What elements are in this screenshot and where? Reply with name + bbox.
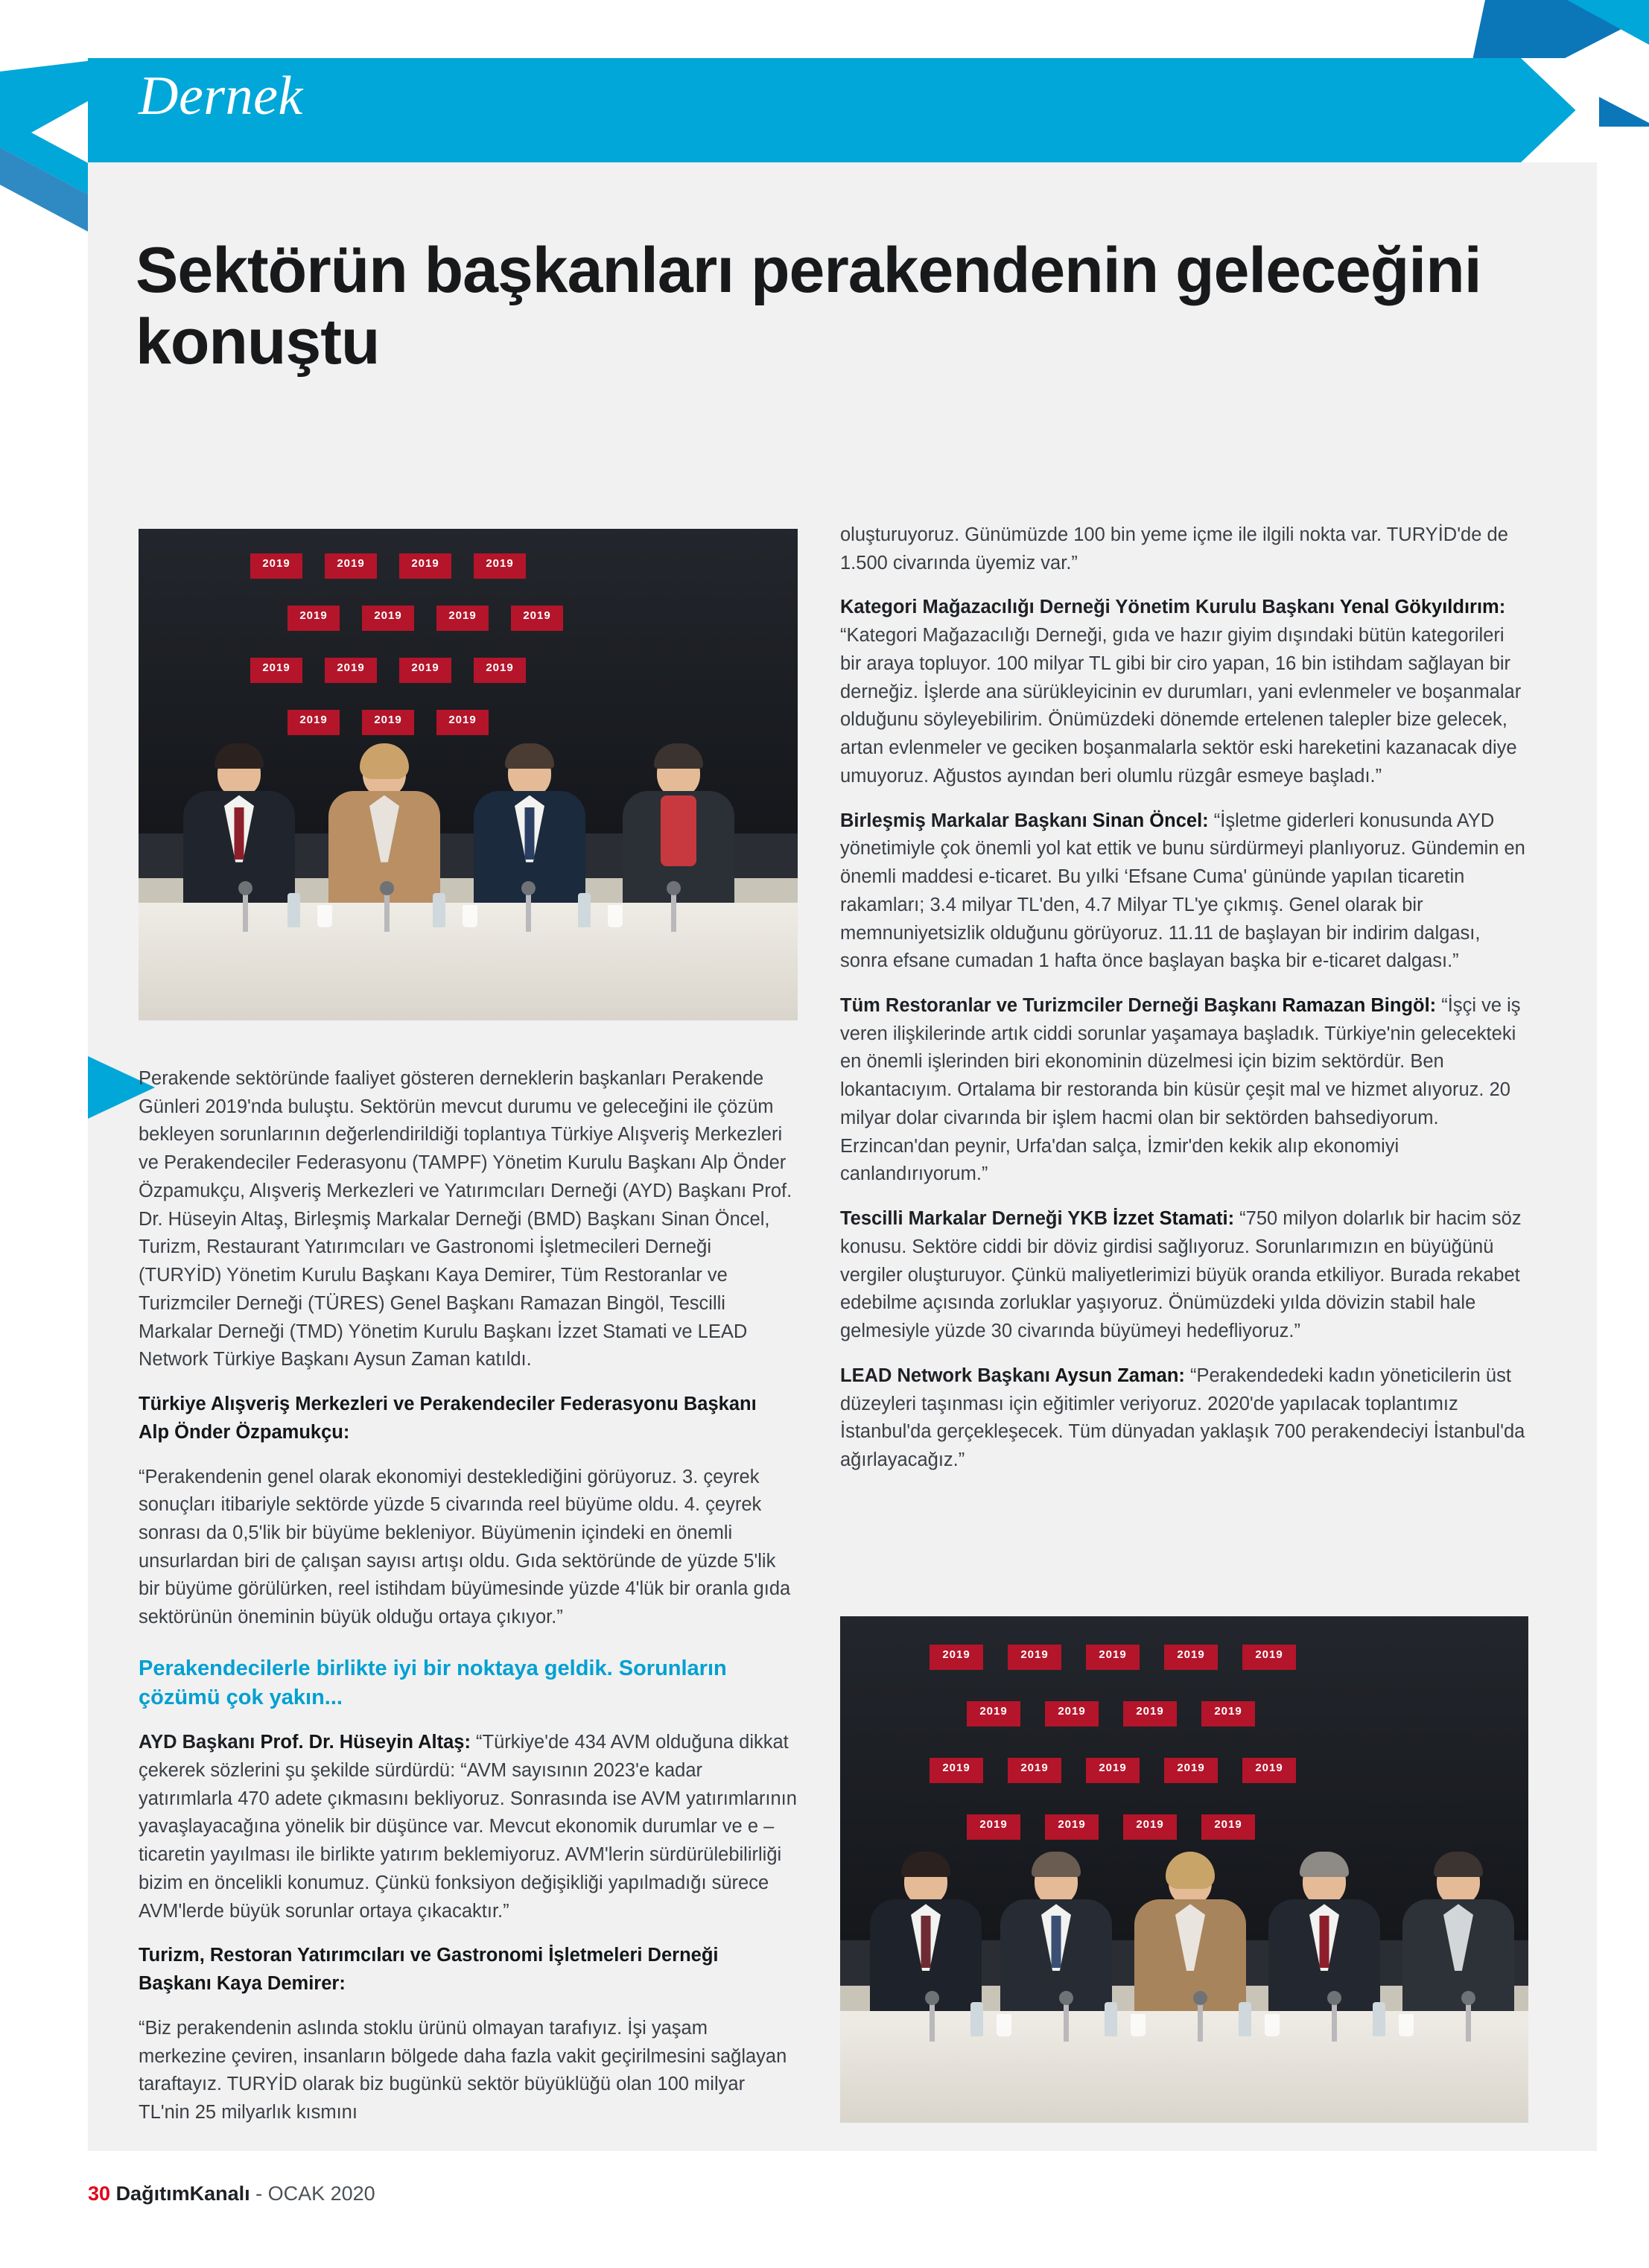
backdrop-logo: 2019 (967, 1814, 1020, 1840)
microphone-icon (930, 2001, 935, 2042)
backdrop-logo: 2019 (967, 1701, 1020, 1727)
backdrop-logo: 2019 (250, 658, 302, 683)
backdrop-logo: 2019 (474, 553, 526, 579)
article-left-column (139, 1065, 798, 2127)
photo-person (623, 749, 734, 903)
quote-stamati: Tescilli Markalar Derneği YKB İzzet Stamati: “750 milyon dolarlık bir hacim söz konusu. Sektöre ciddi bir döviz girdisi sağlıyoruz. Sorunlarımızın en büyüğünü vergiler oluşturuyor. Çünkü maliyetlerimizi büyük oranda etkiliyor. Burada rekabet edebilme açısında zorluklar yaşıyoruz. Önümüzdeki yılda dövizin stabil hale gelmesiyle yüzde 30 civarında büyümeyi hedefliyoruz.” (840, 1208, 1522, 1342)
quote-oncel: Birleşmiş Markalar Başkanı Sinan Öncel: “İşletme giderleri konusunda AYD yönetimiyle çok önemli yol kat ettik ve bunu sürdürmeyi planlıyoruz. Gündemin en önemli maddesi e-ticaret. Bu yılki ‘Efsane Cuma' gününde yapılan ticaretin rakamları; 3.4 milyar TL'den, 4.7 Milyar TL'ye çıkmış. Genel olarak bir memnuniyetsizlik olduğunu görüyoruz. 11.11 de başlayan bir indirim dalgası, sonra efsane cumadan 1 hafta önce başlayan başka bir e-ticaret dalgası.” (840, 810, 1525, 972)
microphone-icon (384, 892, 390, 932)
magazine-name: DağıtımKanalı (115, 2182, 250, 2205)
drinking-glass (608, 905, 623, 927)
backdrop-logo: 2019 (1008, 1758, 1061, 1783)
backdrop-logo: 2019 (1201, 1814, 1255, 1840)
backdrop-logo: 2019 (325, 553, 377, 579)
backdrop-logo: 2019 (1123, 1701, 1177, 1727)
backdrop-logo: 2019 (362, 606, 414, 631)
backdrop-logo: 2019 (1164, 1645, 1218, 1670)
backdrop-logo: 2019 (325, 658, 377, 683)
backdrop-logo: 2019 (287, 606, 340, 631)
continued-paragraph: oluşturuyoruz. Günümüzde 100 bin yeme içme ile ilgili nokta var. TURYİD'de de 1.500 civarında üyemiz var.” (840, 524, 1508, 574)
microphone-icon (671, 892, 676, 932)
water-bottle (287, 893, 300, 927)
quote-altas: AYD Başkanı Prof. Dr. Hüseyin Altaş: “Türkiye'de 434 AVM olduğuna dikkat çekerek sözlerini şu şekilde sürdürdü: “AVM sayısının 2023'e kadar yatırımlarla 470 adete çıkmasını bekliyoruz. Sonrasında ise AVM yatırımlarının yavaşlayacağına yönelik bir düşünce var. Mevcut ekonomik durumlar ve e – ticaretin yayılması ile birlikte yatırım beklemiyoruz. AVM'lerin sürdürülebilirliği bizim en öncelikli konumuz. Çünkü fonksiyon değişikliği yapılmadığı sürece AVM'lerde büyük sorunlar ortaya çıkacaktır.” (139, 1732, 797, 1922)
backdrop-logo: 2019 (930, 1645, 983, 1670)
photo-person (870, 1858, 982, 2011)
drinking-glass (1265, 2014, 1280, 2036)
backdrop-logo: 2019 (1123, 1814, 1177, 1840)
drinking-glass (463, 905, 477, 927)
backdrop-logo: 2019 (1201, 1701, 1255, 1727)
water-bottle (970, 2002, 983, 2036)
drinking-glass (317, 905, 332, 927)
quote-gokyildirim: Kategori Mağazacılığı Derneği Yönetim Kurulu Başkanı Yenal Gökyıldırım: “Kategori Mağazacılığı Derneği, gıda ve hazır giyim dışındaki bütün kategorileri bir araya topluyor. 100 milyar TL gibi bir ciro yapan, 16 bin istihdam sağlayan bir derneğiz. İşlerde ana sürükleyicinin ev durumları, yani evlenmeler ve boşanmalar olduğunu söyleyebilirim. Önümüzdeki dönemde ertelenen talepler bize gelecek, artan evlenmeler ve geciken boşanmalarla sektör eski hareketini kazanacak diye umuyoruz. Ağustos ayından beri olumlu rüzgâr esmeye başladı.” (840, 597, 1522, 787)
page-title: Sektörün başkanları perakendenin geleceğini konuştu (136, 235, 1481, 378)
microphone-icon (1064, 2001, 1069, 2042)
microphone-icon (1198, 2001, 1203, 2042)
panel-photo-bottom (840, 1616, 1528, 2123)
backdrop-logo: 2019 (362, 710, 414, 735)
photo-person (1402, 1858, 1514, 2011)
water-bottle (578, 893, 591, 927)
speaker-heading-ozpamukcu: Türkiye Alışveriş Merkezleri ve Perakendeciler Federasyonu Başkanı Alp Önder Özpamukçu: (139, 1394, 757, 1443)
panel-photo-top (139, 529, 798, 1020)
microphone-icon (243, 892, 248, 932)
water-bottle (1105, 2002, 1117, 2036)
drinking-glass (1131, 2014, 1146, 2036)
backdrop-logo: 2019 (1045, 1701, 1099, 1727)
backdrop-logo: 2019 (1008, 1645, 1061, 1670)
backdrop-logo: 2019 (930, 1758, 983, 1783)
backdrop-logo: 2019 (1242, 1645, 1296, 1670)
photo-person (1268, 1858, 1380, 2011)
photo-person (1000, 1858, 1112, 2011)
page-banner (0, 0, 1649, 186)
intro-paragraph: Perakende sektöründe faaliyet gösteren derneklerin başkanları Perakende Günleri 2019'nda buluştu. Sektörün mevcut durumu ve geleceğini ile çözüm bekleyen sorunlarının değerlendirildiği toplantıya Türkiye Alışveriş Merkezleri ve Perakendeciler Federasyonu (TAMPF) Yönetim Kurulu Başkanı Alp Önder Özpamukçu, Alışveriş Merkezleri ve Yatırımcıları Derneği (AYD) Başkanı Prof. Dr. Hüseyin Altaş, Birleşmiş Markalar Derneği (BMD) Başkanı Sinan Öncel, Turizm, Restaurant Yatırımcıları ve Gastronomi İşletmecileri Derneği (TURYİD) Yönetim Kurulu Başkanı Kaya Demirer, Tüm Restoranlar ve Turizmciler Derneği (TÜRES) Genel Başkanı Ramazan Bingöl, Tescilli Markalar Derneği (TMD) Yönetim Kurulu Başkanı İzzet Stamati ve LEAD Network Türkiye Başkanı Aysun Zaman katıldı. (139, 1068, 792, 1370)
photo-person (183, 749, 295, 903)
backdrop-logo: 2019 (287, 710, 340, 735)
issue-date: - OCAK 2020 (250, 2182, 375, 2205)
page-number: 30 (88, 2182, 111, 2205)
quote-bingol: Tüm Restoranlar ve Turizmciler Derneği Başkanı Ramazan Bingöl: “İşçi ve iş veren ilişkilerinde artık ciddi sorunlar yaşamaya başladık. Türkiye'nin gelecekteki en önemli işlerinden biri ekonominin düzelmesi için bizim sektördür. Ben lokantacıyım. Ortalama bir restoranda bin küsür çeşit mal ve hizmet alıyoruz. 20 milyar dolar civarında bir işlem hacmi olan bir sektörden bahsediyorum. Erzincan'dan peynir, Urfa'dan salça, İzmir'den kekik alıp ekonomiyi canlandırıyorum.” (840, 995, 1521, 1185)
drinking-glass (997, 2014, 1011, 2036)
photo-person (328, 749, 440, 903)
section-kicker: Dernek (139, 66, 303, 127)
water-bottle (1373, 2002, 1385, 2036)
backdrop-logo: 2019 (474, 658, 526, 683)
backdrop-logo: 2019 (1045, 1814, 1099, 1840)
quote-ozpamukcu: “Perakendenin genel olarak ekonomiyi desteklediğini görüyoruz. 3. çeyrek sonuçları itibariyle sektörde yüzde 5 civarında reel büyüme oldu. 4. çeyrek sonrası da 0,5'lik bir büyüme bekleniyor. Büyümenin içindeki en önemli unsurlardan biri de çalışan sayısı artışı oldu. Gıda sektöründe de yüzde 5'lik bir büyüme görülürken, reel istihdam büyümesinde yüzde 4'lük bir oranla gıda sektörünün öneminin büyük olduğu ortaya çıkıyor.” (139, 1466, 791, 1628)
article-right-column (840, 521, 1528, 1475)
speaker-heading-demirer: Turizm, Restoran Yatırımcıları ve Gastronomi İşletmeleri Derneği Başkanı Kaya Demirer: (139, 1945, 719, 1995)
backdrop-logo: 2019 (1164, 1758, 1218, 1783)
water-bottle (1239, 2002, 1251, 2036)
microphone-icon (1332, 2001, 1337, 2042)
microphone-icon (1466, 2001, 1471, 2042)
quote-zaman: LEAD Network Başkanı Aysun Zaman: “Perakendedeki kadın yöneticilerin üst düzeyleri taşınması için eğitimler veriyoruz. 2020'de yapılacak toplantımız İstanbul'da gerçekleşecek. Tüm dünyadan yaklaşık 700 perakendeciyi İstanbul'da ağırlayacağız.” (840, 1365, 1525, 1471)
quote-demirer: “Biz perakendenin aslında stoklu ürünü olmayan tarafıyız. İşi yaşam merkezine çeviren, insanların bölgede daha fazla vakit geçirilmesini sağlayan taraftayız. TURYİD olarak biz bugünkü sektör büyüklüğü olan 100 milyar TL'nin 25 milyarlık kısmını (139, 2017, 787, 2124)
backdrop-logo: 2019 (399, 658, 451, 683)
photo-person (474, 749, 585, 903)
backdrop-logo: 2019 (250, 553, 302, 579)
water-bottle (433, 893, 445, 927)
backdrop-logo: 2019 (1086, 1645, 1140, 1670)
photo-person (1134, 1858, 1246, 2011)
pull-quote: Perakendecilerle birlikte iyi bir noktaya geldik. Sorunların çözümü çok yakın... (139, 1656, 727, 1710)
banner-bar (88, 58, 1597, 162)
page-footer (88, 2182, 375, 2205)
backdrop-logo: 2019 (511, 606, 563, 631)
backdrop-logo: 2019 (436, 606, 489, 631)
backdrop-logo: 2019 (1242, 1758, 1296, 1783)
microphone-icon (526, 892, 531, 932)
backdrop-logo: 2019 (1086, 1758, 1140, 1783)
backdrop-logo: 2019 (399, 553, 451, 579)
backdrop-logo: 2019 (436, 710, 489, 735)
photo-table (840, 2011, 1528, 2123)
drinking-glass (1399, 2014, 1414, 2036)
